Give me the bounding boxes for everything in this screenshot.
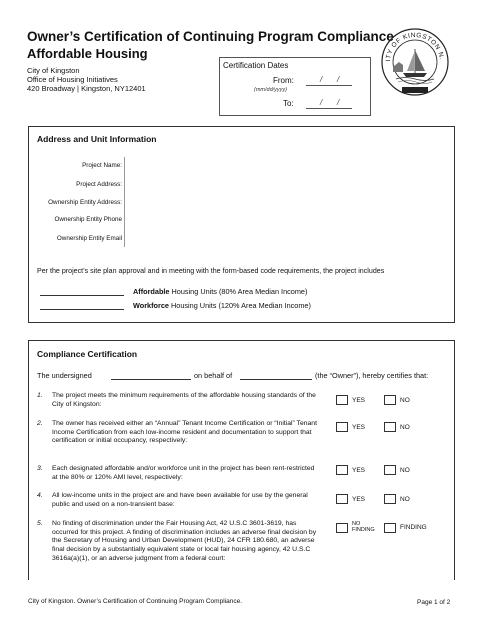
compliance-heading: Compliance Certification	[37, 349, 138, 359]
owner-name-input[interactable]	[240, 379, 312, 380]
date-format-hint: (mm/dd/yyyy)	[254, 87, 287, 93]
yes-label: YES	[352, 397, 366, 404]
form-subtitle: Affordable Housing	[27, 46, 148, 61]
workforce-units-input[interactable]	[40, 309, 124, 310]
item-number: 2.	[37, 420, 43, 427]
item-text: All low-income units in the project are and have been available for use by the general public and used on a non-transient base:	[52, 492, 308, 508]
affordable-units-label	[133, 287, 307, 296]
no-label: NO	[400, 397, 410, 404]
no-label: NO	[400, 496, 410, 503]
item-number: 1.	[37, 392, 43, 399]
org-name: City of Kingston	[27, 66, 80, 75]
to-label: To:	[283, 99, 294, 108]
project-address-input[interactable]	[126, 176, 451, 192]
project-address-label: Project Address:	[76, 181, 122, 188]
item-text: The project meets the minimum requirements of the affordable housing standards of the City of Kingston:	[52, 392, 316, 408]
undersigned-label: The undersigned	[37, 371, 92, 380]
affordable-units-detail: Housing Units (80% Area Median Income)	[169, 287, 308, 296]
certification-dates-box	[219, 57, 371, 116]
org-office: Office of Housing Initiatives	[27, 75, 118, 84]
item-number: 5.	[37, 520, 43, 527]
address-unit-heading: Address and Unit Information	[37, 134, 157, 144]
unit-intro-text: Per the project’s site plan approval and in meeting with the form-based code requirements, the project includes	[37, 267, 385, 275]
yes-checkbox[interactable]	[336, 422, 348, 432]
on-behalf-label: on behalf of	[194, 371, 233, 380]
certification-dates-heading: Certification Dates	[223, 61, 289, 70]
page-number: Page 1 of 2	[417, 599, 451, 606]
no-checkbox[interactable]	[384, 494, 396, 504]
no-label: NO	[400, 424, 410, 431]
no-checkbox[interactable]	[384, 395, 396, 405]
item-text: No finding of discrimination under the Fair Housing Act, 42 U.S.C 3601-3619, has occurred for this project. A finding of discrimination includes an adverse final decision by the Secretary of Housing and Urban Development (HUD), 24 CFR 180.680, an adverse final decision by a substantially equivalent state or local fair housing agency, 42 U.S.C 3616a(a)(1), or an adverse judgment from a federal court:	[52, 520, 317, 562]
ownership-entity-phone-label: Ownership Entity Phone	[54, 216, 122, 223]
finding-label: FINDING	[400, 524, 427, 531]
from-date-separator-1: /	[320, 75, 323, 84]
ownership-entity-address-label: Ownership Entity Address:	[48, 199, 122, 206]
city-seal-icon	[380, 27, 450, 97]
finding-checkbox[interactable]	[384, 523, 396, 533]
undersigned-name-input[interactable]	[111, 379, 191, 380]
no-checkbox[interactable]	[384, 465, 396, 475]
svg-text:CITY OF KINGSTON N.Y.	[380, 27, 445, 62]
item-text: Each designated affordable and/or workforce unit in the project has been rent-restricted at the 80% or 120% AMI level, respectively:	[52, 465, 315, 481]
workforce-units-bold: Workforce	[133, 301, 169, 310]
yes-checkbox[interactable]	[336, 465, 348, 475]
certifies-label: (the “Owner”), hereby certifies that:	[315, 371, 429, 380]
from-label: From:	[273, 76, 294, 85]
yes-checkbox[interactable]	[336, 395, 348, 405]
org-address: 420 Broadway | Kingston, NY12401	[27, 84, 146, 93]
no-finding-label	[352, 521, 375, 533]
to-date-separator-1: /	[320, 98, 323, 107]
yes-label: YES	[352, 496, 366, 503]
workforce-units-label	[133, 301, 311, 310]
from-date-field[interactable]	[306, 85, 352, 86]
affordable-units-input[interactable]	[40, 295, 124, 296]
footer-text: City of Kingston. Owner’s Certification of Continuing Program Compliance.	[28, 598, 242, 605]
no-checkbox[interactable]	[384, 422, 396, 432]
yes-label: YES	[352, 424, 366, 431]
ownership-entity-email-input[interactable]	[126, 230, 451, 246]
to-date-separator-2: /	[337, 98, 340, 107]
form-title: Owner’s Certification of Continuing Program Compliance	[27, 29, 394, 44]
from-date-separator-2: /	[337, 75, 340, 84]
project-name-input[interactable]	[126, 158, 451, 174]
affordable-units-bold: Affordable	[133, 287, 170, 296]
item-number: 4.	[37, 492, 43, 499]
ownership-entity-phone-input[interactable]	[126, 212, 451, 228]
no-finding-line-1: NO	[352, 521, 361, 527]
yes-checkbox[interactable]	[336, 494, 348, 504]
project-name-label: Project Name:	[82, 162, 122, 169]
item-text: The owner has received either an “Annual” Tenant Income Certification or “Initial” Tenant Income Certification from each low-income resident and documentation to support that certification or initial occupancy, respectively:	[52, 420, 317, 445]
workforce-units-detail: Housing Units (120% Area Median Income)	[168, 301, 311, 310]
item-number: 3.	[37, 465, 43, 472]
to-date-field[interactable]	[306, 108, 352, 109]
no-label: NO	[400, 467, 410, 474]
no-finding-checkbox[interactable]	[336, 523, 348, 533]
ownership-entity-email-label: Ownership Entity Email	[56, 235, 122, 242]
ownership-entity-address-input[interactable]	[126, 194, 451, 210]
yes-label: YES	[352, 467, 366, 474]
no-finding-line-2: FINDING	[352, 527, 375, 533]
field-divider	[124, 157, 125, 247]
seal-text: ITY OF KINGSTON N.	[384, 31, 445, 62]
